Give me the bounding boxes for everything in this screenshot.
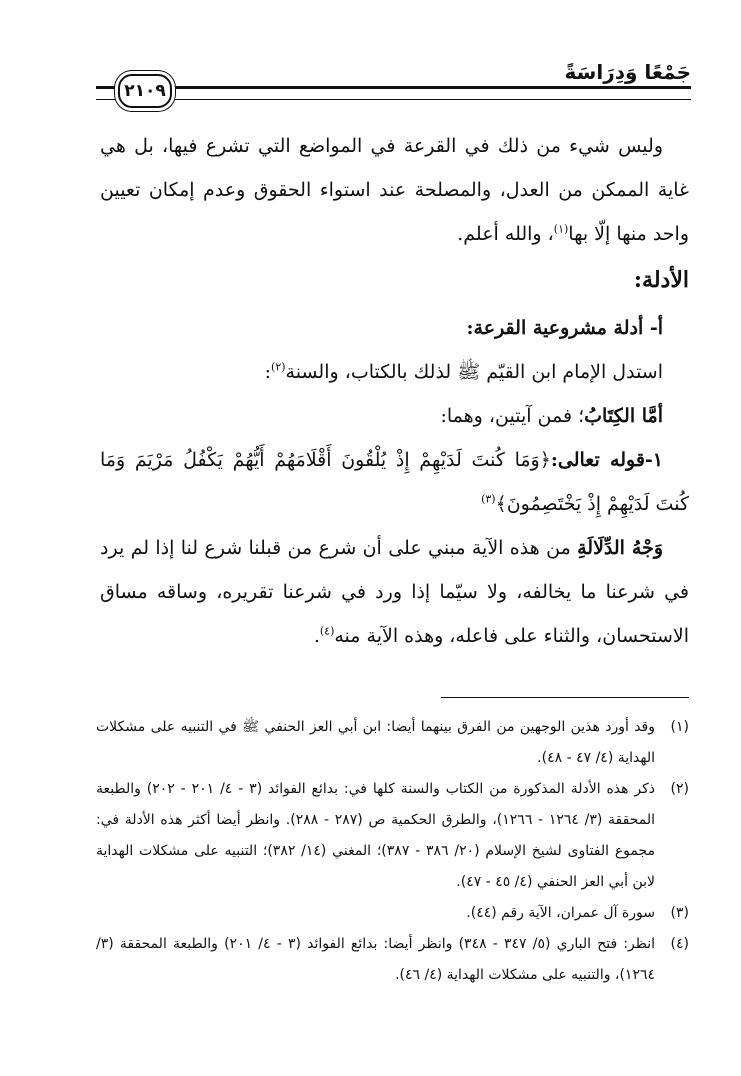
paragraph-2: استدل الإمام ابن القيّم ﷺ لذلك بالكتاب، والسنة$^{(٢)}$:	[264, 360, 663, 383]
footnote-item	[96, 712, 689, 774]
footnote-number: (٣)	[670, 905, 689, 921]
paragraph-1: وليس شيء من ذلك في القرعة في المواضع التي تشرع فيها، بل هي غاية الممكن من العدل، والمصلحة عند استواء الحقوق وعدم إمكان تعيين واحد منها إلّا بها$^{(١)}$، والله أعلم.	[100, 135, 689, 245]
section-heading: الأدلة:	[633, 267, 689, 293]
footnote-number: (٤)	[670, 936, 689, 952]
wajh-lead: وَجْهُ الدِّلَالَةِ	[577, 537, 664, 559]
footnote-separator	[441, 697, 689, 698]
main-text	[100, 124, 689, 658]
footnote-number: (١)	[670, 719, 689, 735]
header-rule	[96, 86, 691, 100]
footnote-text: سورة آل عمران، الآية رقم (٤٤).	[466, 905, 655, 921]
footnote-ref: (٢)	[271, 360, 286, 374]
verse-paragraph	[100, 438, 689, 526]
footnote-text: ذكر هذه الأدلة المذكورة من الكتاب والسنة كلها في: بدائع الفوائد (٣ - ٤/ ٢٠١ - ٢٠٢) والطبعة المحققة (٣/ ١٢٦٤ - ١٢٦٦)، والطرق الحكمية ص (٢٨٧ - ٢٨٨). وانظر أيضا أكثر هذه الأدلة في: مجموع الفتاوى لشيخ الإسلام (٢٠/ ٣٨٦ - ٣٨٧)؛ المغني (١٤/ ٣٨٢)؛ التنبيه على مشكلات الهداية لابن أبي العز الحنفي (٤/ ٤٥ - ٤٧).	[96, 781, 656, 890]
quran-verse: ﴿وَمَا كُنتَ لَدَيْهِمْ إِذْ يُلْقُونَ أَقْلَامَهُمْ أَيُّهُمْ يَكْفُلُ مَرْيَمَ وَمَا كُنتَ لَدَيْهِمْ إِذْ يَخْتَصِمُونَ﴾	[100, 449, 689, 515]
footnotes	[96, 712, 689, 991]
footnote-ref: (١)	[553, 222, 569, 236]
footnote-ref: (٣)	[481, 492, 496, 506]
footnote-item	[96, 929, 689, 991]
footnote-text: انظر: فتح الباري (٥/ ٣٤٧ - ٣٤٨) وانظر أيضا: بدائع الفوائد (٣ - ٤/ ٢٠١) والطبعة المحققة (٣/ ١٢٦٤)، والتنبيه على مشكلات الهداية (٤/ ٤٦).	[96, 936, 656, 983]
footnote-ref: (٤)	[319, 624, 335, 638]
kitab-lead: أمَّا الكِتَابُ	[584, 405, 663, 427]
running-title: جَمْعًا وَدِرَاسَةً	[564, 60, 691, 84]
paragraph-wajh: وَجْهُ الدِّلَالَةِ من هذه الآية مبني على أن شرع من قبلنا شرع لنا إذا لم يرد في شرعنا ما يخالفه، ولا سيّما إذا ورد في شرعنا تقريره، وساقه مساق الاستحسان، والثناء على فاعله، وهذه الآية منه$^{(٤)}$.	[100, 537, 689, 647]
verse-intro: ١-قوله تعالى:	[550, 449, 664, 471]
footnote-item	[96, 774, 689, 898]
sub-heading: أ- أدلة مشروعية القرعة:	[466, 317, 663, 339]
page-number: ٢١٠٩	[118, 74, 172, 108]
kitab-paragraph: أمَّا الكِتَابُ؛ فمن آيتين، وهما:	[440, 405, 663, 427]
footnote-text: وقد أورد هذين الوجهين من الفرق بينهما أيضا: ابن أبي العز الحنفي ﷺ في التنبيه على مشكلات الهداية (٤/ ٤٧ - ٤٨).	[96, 719, 655, 766]
footnote-item	[96, 898, 689, 929]
footnote-number: (٢)	[670, 781, 689, 797]
